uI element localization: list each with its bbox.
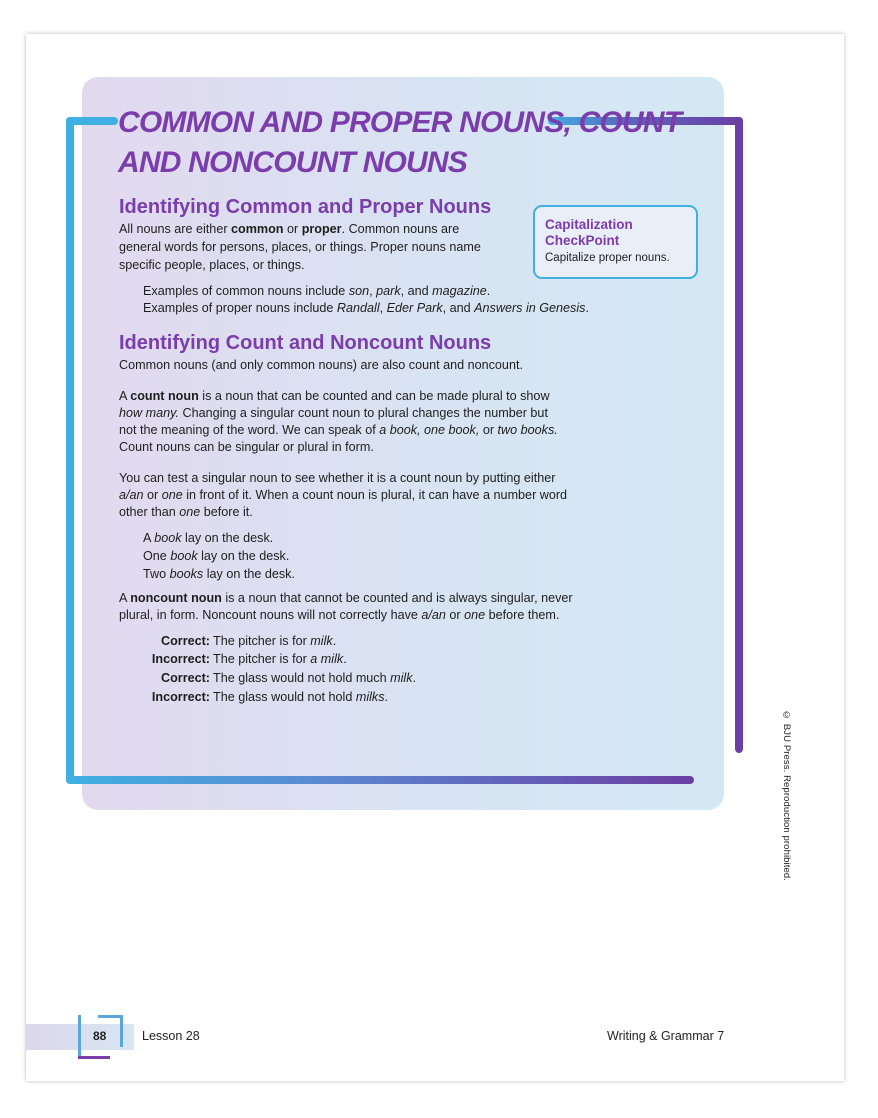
correctness-example: Incorrect: The glass would not hold milks. xyxy=(151,690,389,704)
footer-bracket xyxy=(78,1015,81,1059)
noncount-paragraph-line-2: plural, in form. Noncount nouns will not correctly have a/an or one before them. xyxy=(119,608,560,622)
frame-bar-bottom xyxy=(66,776,694,784)
frame-bar-left xyxy=(66,117,74,783)
count-noun-paragraph-line-4: Count nouns can be singular or plural in form. xyxy=(119,440,374,454)
test-paragraph-line-2: a/an or one in front of it. When a count noun is plural, it can have a number word xyxy=(119,488,568,502)
section-heading-count-noncount: Identifying Count and Noncount Nouns xyxy=(119,332,492,354)
count-noun-paragraph-line-3: not the meaning of the word. We can speak of a book, one book, or two books. xyxy=(119,423,558,437)
common-nouns-example: Examples of common nouns include son, park, and magazine. xyxy=(143,284,491,298)
page-title-line-2: AND NONCOUNT NOUNS xyxy=(118,146,467,179)
capitalization-checkpoint-box xyxy=(533,205,698,279)
footer-bracket xyxy=(120,1015,123,1047)
correctness-example: Incorrect: The pitcher is for a milk. xyxy=(151,652,347,666)
page-number: 88 xyxy=(93,1029,107,1043)
book-title: Writing & Grammar 7 xyxy=(607,1029,725,1043)
correctness-example: Correct: The pitcher is for milk. xyxy=(161,634,337,648)
page-title-line-1: COMMON AND PROPER NOUNS, COUNT xyxy=(118,106,682,139)
section-heading-common-proper: Identifying Common and Proper Nouns xyxy=(119,196,492,218)
section2-intro: Common nouns (and only common nouns) are also count and noncount. xyxy=(119,358,523,372)
section1-paragraph-line-3: specific people, places, or things. xyxy=(119,258,305,272)
section1-paragraph-line-2: general words for persons, places, or things. Proper nouns name xyxy=(119,240,481,254)
proper-nouns-example: Examples of proper nouns include Randall, Eder Park, and Answers in Genesis. xyxy=(143,301,589,315)
example-sentence-2: One book lay on the desk. xyxy=(143,549,290,563)
callout-text: Capitalize proper nouns. xyxy=(545,252,670,264)
frame-bar-right xyxy=(735,117,743,753)
page-title xyxy=(118,103,681,183)
example-sentence-1: A book lay on the desk. xyxy=(143,531,274,545)
copyright-notice: © BJU Press. Reproduction prohibited. xyxy=(781,710,792,881)
count-noun-paragraph-line-1: A count noun is a noun that can be counted and can be made plural to show xyxy=(119,389,550,403)
noncount-paragraph-line-1: A noncount noun is a noun that cannot be counted and is always singular, never xyxy=(119,591,573,605)
test-paragraph-line-1: You can test a singular noun to see whether it is a count noun by putting either xyxy=(119,471,556,485)
lesson-label: Lesson 28 xyxy=(142,1029,200,1043)
section1-paragraph-line-1: All nouns are either common or proper. Common nouns are xyxy=(119,222,460,236)
example-sentence-3: Two books lay on the desk. xyxy=(143,567,295,581)
callout-title: Capitalization CheckPoint xyxy=(545,217,633,248)
footer-bracket xyxy=(78,1056,110,1059)
correctness-example: Correct: The glass would not hold much milk. xyxy=(161,671,417,685)
count-noun-paragraph-line-2: how many. Changing a singular count noun to plural changes the number but xyxy=(119,406,548,420)
test-paragraph-line-3: other than one before it. xyxy=(119,505,253,519)
footer-bracket xyxy=(98,1015,122,1018)
